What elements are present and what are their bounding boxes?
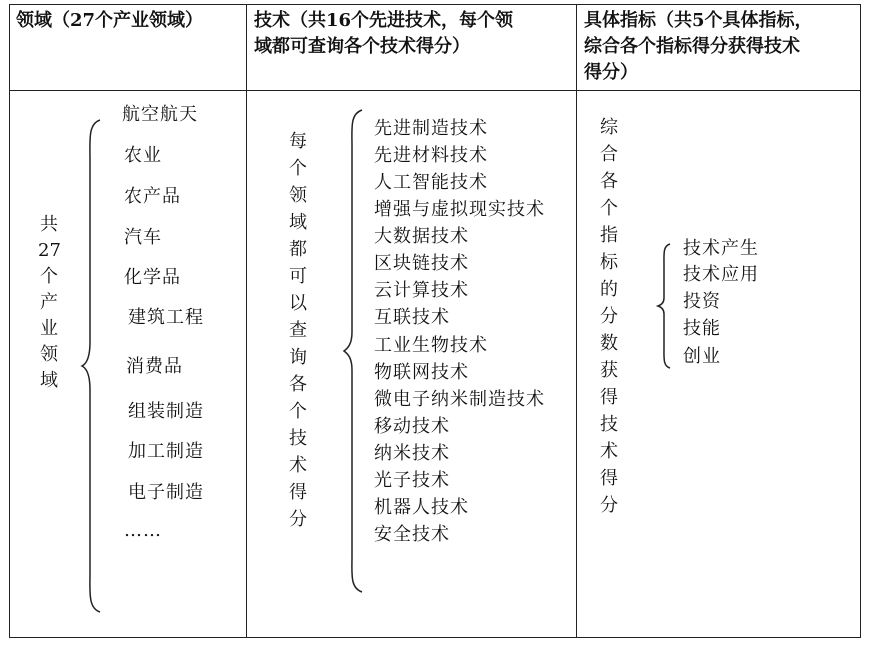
list-item: 物联网技术 bbox=[374, 362, 469, 383]
list-item: 人工智能技术 bbox=[374, 172, 488, 193]
vertical-char: 域 bbox=[40, 370, 58, 391]
indicator-brace bbox=[658, 244, 674, 368]
header-indicators bbox=[584, 8, 813, 86]
list-item: 云计算技术 bbox=[374, 280, 469, 301]
vertical-char: 合 bbox=[600, 144, 618, 165]
list-item: 创业 bbox=[683, 346, 721, 367]
vertical-char: 个 bbox=[40, 266, 58, 287]
vertical-char: 获 bbox=[600, 360, 618, 381]
list-item: 消费品 bbox=[126, 356, 183, 377]
list-item: 投资 bbox=[683, 291, 721, 312]
list-item: 纳米技术 bbox=[374, 443, 450, 464]
vertical-char: 每 bbox=[289, 131, 307, 152]
header-divider bbox=[9, 90, 861, 91]
vertical-char: 技 bbox=[600, 414, 618, 435]
vertical-char: 术 bbox=[289, 455, 307, 476]
vertical-char: 询 bbox=[289, 347, 307, 368]
vertical-char: 个 bbox=[289, 158, 307, 179]
vertical-char: 业 bbox=[40, 318, 58, 339]
list-item: 工业生物技术 bbox=[374, 335, 488, 356]
list-item: 先进制造技术 bbox=[374, 118, 488, 139]
list-item: 汽车 bbox=[124, 227, 162, 248]
list-item: 光子技术 bbox=[374, 470, 450, 491]
vertical-char: 查 bbox=[289, 320, 307, 341]
vertical-char: 数 bbox=[600, 333, 618, 354]
vertical-char: 技 bbox=[289, 428, 307, 449]
technology-brace bbox=[344, 110, 366, 592]
list-item: 区块链技术 bbox=[374, 253, 469, 274]
vertical-char: 共 bbox=[40, 214, 58, 235]
list-item: 航空航天 bbox=[122, 104, 198, 125]
vertical-char: 领 bbox=[289, 185, 307, 206]
list-item: 建筑工程 bbox=[128, 307, 204, 328]
domain-vertical-label bbox=[38, 212, 60, 394]
vertical-char: 以 bbox=[289, 293, 307, 314]
column-divider-2 bbox=[576, 4, 577, 638]
vertical-char: 27 bbox=[38, 240, 61, 261]
vertical-char: 分 bbox=[600, 495, 618, 516]
list-item: 移动技术 bbox=[374, 416, 450, 437]
list-item: 技能 bbox=[683, 318, 721, 339]
list-item: 化学品 bbox=[124, 267, 181, 288]
header-indicators-line1: 具体指标（共5个具体指标， bbox=[584, 10, 813, 31]
vertical-char: 指 bbox=[600, 225, 618, 246]
vertical-char: 分 bbox=[600, 306, 618, 327]
vertical-char: 都 bbox=[289, 239, 307, 260]
list-item: 增强与虚拟现实技术 bbox=[374, 199, 545, 220]
vertical-char: 产 bbox=[40, 292, 58, 313]
header-indicators-line2: 综合各个指标得分获得技术 bbox=[584, 36, 800, 57]
technology-vertical-label bbox=[287, 128, 309, 533]
list-item: 技术应用 bbox=[683, 264, 759, 285]
vertical-char: 术 bbox=[600, 441, 618, 462]
list-item: 互联技术 bbox=[374, 307, 450, 328]
column-divider-1 bbox=[246, 4, 247, 638]
list-item: 先进材料技术 bbox=[374, 145, 488, 166]
header-indicators-line3: 得分） bbox=[584, 62, 638, 83]
list-item: …… bbox=[124, 520, 162, 541]
list-item: 微电子纳米制造技术 bbox=[374, 389, 545, 410]
vertical-char: 得 bbox=[600, 387, 618, 408]
list-item: 大数据技术 bbox=[374, 226, 469, 247]
list-item: 机器人技术 bbox=[374, 497, 469, 518]
list-item: 农业 bbox=[124, 145, 162, 166]
vertical-char: 域 bbox=[289, 212, 307, 233]
vertical-char: 分 bbox=[289, 509, 307, 530]
list-item: 加工制造 bbox=[128, 441, 204, 462]
list-item: 电子制造 bbox=[128, 482, 204, 503]
vertical-char: 领 bbox=[40, 344, 58, 365]
vertical-char: 得 bbox=[600, 468, 618, 489]
vertical-char: 各 bbox=[600, 171, 618, 192]
domain-brace bbox=[82, 120, 106, 612]
vertical-char: 得 bbox=[289, 482, 307, 503]
header-technology-line1: 技术（共16个先进技术，每个领 bbox=[254, 10, 514, 31]
vertical-char: 综 bbox=[600, 117, 618, 138]
indicator-vertical-label bbox=[598, 114, 620, 519]
vertical-char: 个 bbox=[289, 401, 307, 422]
vertical-char: 各 bbox=[289, 374, 307, 395]
list-item: 安全技术 bbox=[374, 524, 450, 545]
header-technology bbox=[254, 8, 513, 60]
list-item: 技术产生 bbox=[683, 238, 759, 259]
list-item: 农产品 bbox=[124, 186, 181, 207]
list-item: 组装制造 bbox=[128, 401, 204, 422]
vertical-char: 可 bbox=[289, 266, 307, 287]
header-technology-line2: 域都可查询各个技术得分） bbox=[254, 36, 470, 57]
vertical-char: 标 bbox=[600, 252, 618, 273]
header-domain: 领域（27个产业领域） bbox=[16, 10, 204, 31]
vertical-char: 个 bbox=[600, 198, 618, 219]
vertical-char: 的 bbox=[600, 279, 618, 300]
